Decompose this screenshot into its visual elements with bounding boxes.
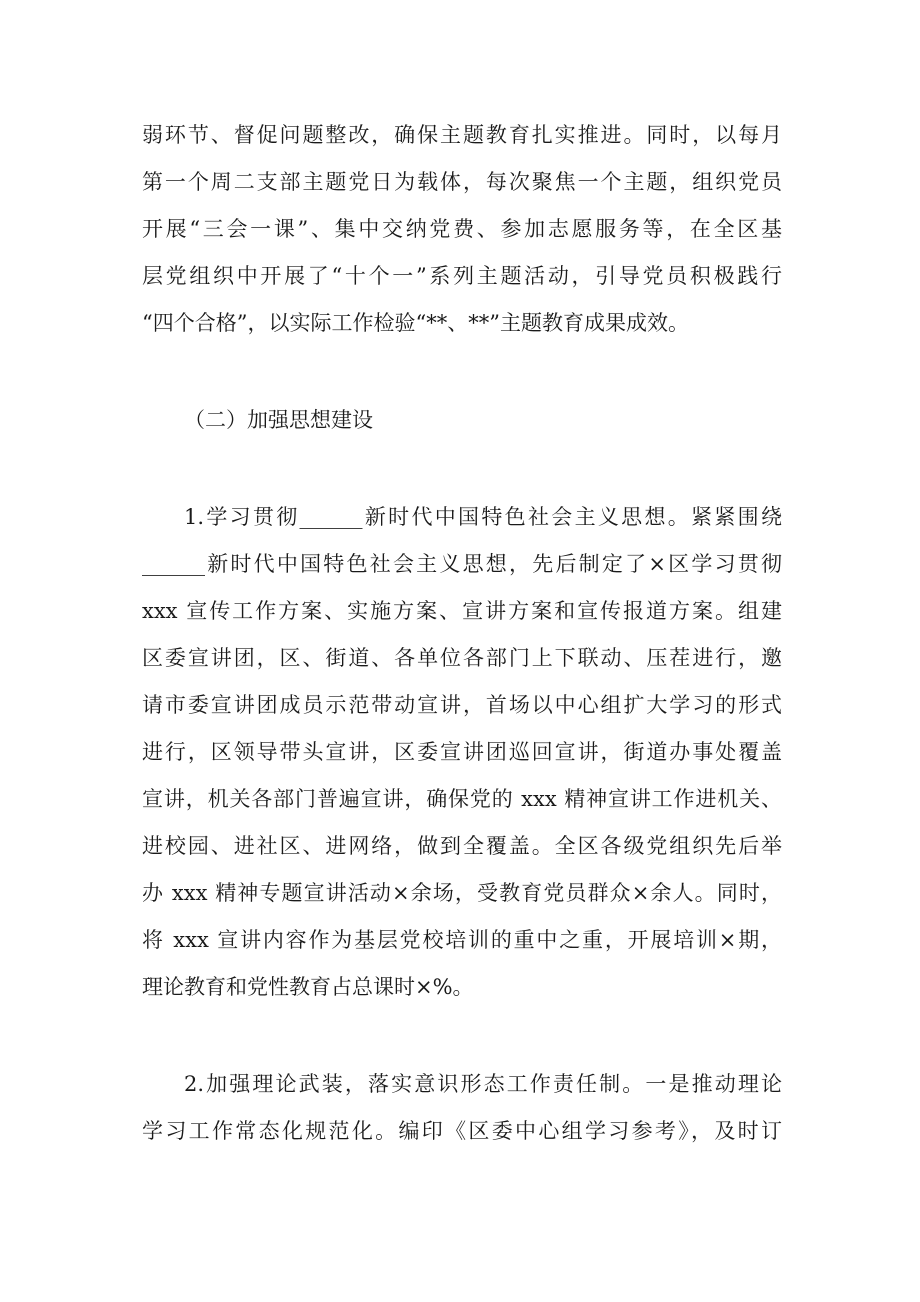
text-line: 1.学习贯彻______新时代中国特色社会主义思想。紧紧围绕 (184, 505, 782, 529)
text-line: 第一个周二支部主题党日为载体，每次聚焦一个主题，组织党员 (142, 170, 782, 194)
text-line: 请市委宣讲团成员示范带动宣讲，首场以中心组扩大学习的形式 (142, 693, 782, 717)
text-line: 理论教育和党性教育占总课时×%。 (142, 975, 474, 999)
text-line: 区委宣讲团，区、街道、各单位各部门上下联动、压茬进行，邀 (142, 646, 782, 670)
text-line: 2.加强理论武装，落实意识形态工作责任制。一是推动理论 (184, 1072, 782, 1096)
text-line: 开展“三会一课”、集中交纳党费、参加志愿服务等，在全区基 (142, 217, 782, 241)
text-line: 进行，区领导带头宣讲，区委宣讲团巡回宣讲，街道办事处覆盖 (142, 740, 782, 764)
text-line: 办 xxx 精神专题宣讲活动×余场，受教育党员群众×余人。同时， (142, 881, 782, 905)
text-line: “四个合格”，以实际工作检验“**、**”主题教育成果成效。 (142, 311, 689, 335)
text-line: ______新时代中国特色社会主义思想，先后制定了×区学习贯彻 (142, 552, 782, 576)
text-line: 进校园、进社区、进网络，做到全覆盖。全区各级党组织先后举 (142, 834, 782, 858)
text-line: xxx 宣传工作方案、实施方案、宣讲方案和宣传报道方案。组建 (142, 599, 782, 623)
text-line: 层党组织中开展了“十个一”系列主题活动，引导党员积极践行 (142, 264, 782, 288)
text-line: 学习工作常态化规范化。编印《区委中心组学习参考》，及时订 (142, 1119, 782, 1143)
text-line: 弱环节、督促问题整改，确保主题教育扎实推进。同时，以每月 (142, 123, 782, 147)
section-heading: （二）加强思想建设 (184, 408, 373, 432)
text-line: 宣讲，机关各部门普遍宣讲，确保党的 xxx 精神宣讲工作进机关、 (142, 787, 782, 811)
text-line: 将 xxx 宣讲内容作为基层党校培训的重中之重，开展培训×期， (142, 928, 782, 952)
